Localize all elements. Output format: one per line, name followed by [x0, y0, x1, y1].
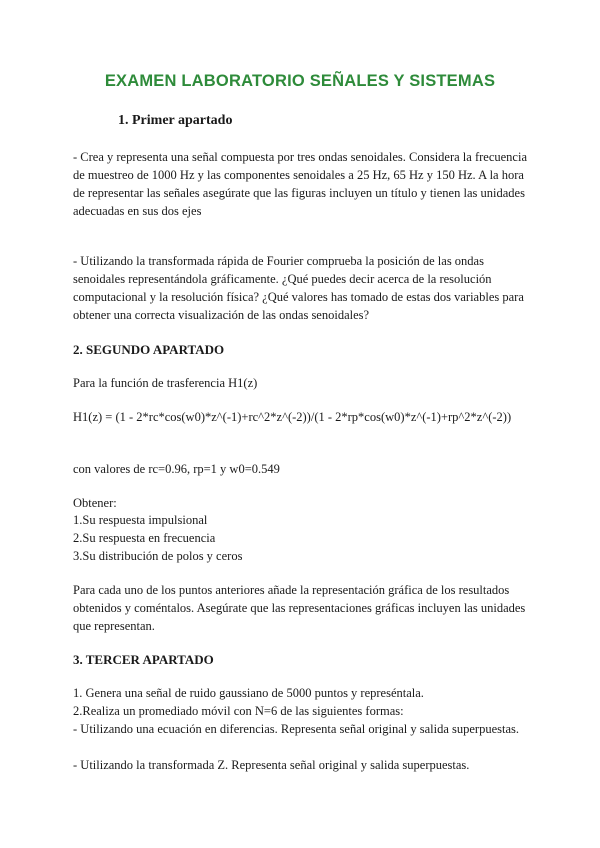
document-title: EXAMEN LABORATORIO SEÑALES Y SISTEMAS: [104, 72, 496, 90]
section-2-closing: Para cada uno de los puntos anteriores añade la representación gráfica de los resultados obtenidos y coméntalos. Asegúrate que las representaciones gráficas incluyen las unidades que representan.: [73, 583, 526, 633]
list-item: 1. Genera una señal de ruido gaussiano de 5000 puntos y represéntala.: [73, 686, 424, 700]
section-3-heading: 3. TERCER APARTADO: [73, 652, 214, 667]
transfer-function-formula: H1(z) = (1 - 2*rc*cos(w0)*z^(-1)+rc^2*z^(-2))/(1 - 2*rp*cos(w0)*z^(-1)+rp^2*z^(-2)): [73, 410, 512, 424]
parameter-values: con valores de rc=0.96, rp=1 y w0=0.549: [73, 462, 280, 476]
list-item: 2.Su respuesta en frecuencia: [73, 531, 216, 545]
list-item: 3.Su distribución de polos y ceros: [73, 549, 243, 563]
list-item: 2.Realiza un promediado móvil con N=6 de las siguientes formas:: [73, 704, 404, 718]
section-2-heading: 2. SEGUNDO APARTADO: [73, 342, 225, 357]
section-1-paragraph-1: - Crea y representa una señal compuesta por tres ondas senoidales. Considera la frecuencia de muestreo de 1000 Hz y las componentes senoidales a 25 Hz, 65 Hz y 150 Hz. A la hora de representar las señales asegúrate que las figuras incluyen un título y tienen las unidades adecuadas en sus dos ejes: [73, 150, 527, 218]
list-item: 1.Su respuesta impulsional: [73, 513, 208, 527]
section-2-intro: Para la función de trasferencia H1(z): [73, 376, 258, 390]
list-item: - Utilizando una ecuación en diferencias. Representa señal original y salida superpuestas.: [73, 722, 520, 736]
list-item: - Utilizando la transformada Z. Representa señal original y salida superpuestas.: [73, 758, 470, 772]
section-1-paragraph-2: - Utilizando la transformada rápida de Fourier comprueba la posición de las ondas senoidales representándola gráficamente. ¿Qué puedes decir acerca de la resolución computacional y la resolución física? ¿Qué valores has tomado de estas dos variables para obtener una correcta visualización de las ondas senoidales?: [73, 254, 524, 322]
section-1-heading: 1. Primer apartado: [118, 113, 233, 128]
obtain-label: Obtener:: [73, 496, 117, 510]
